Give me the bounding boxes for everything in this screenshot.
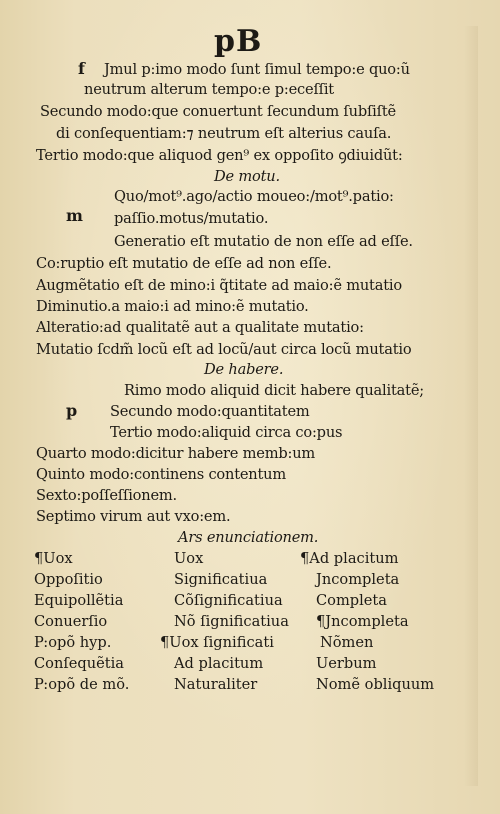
margin-mark-f: f	[78, 59, 85, 78]
text-line: Secundo modo:quantitatem	[110, 403, 310, 420]
text-line: di conſequentiam:⁊ neutrum eſt alterius cauſa.	[56, 125, 392, 142]
table-cell: Conuerſio	[34, 613, 108, 630]
table-cell: Nõmen	[320, 634, 374, 651]
text-line: Mutatio ſcdm̃ locũ eſt ad locũ/aut circa locũ mutatio	[36, 341, 412, 358]
table-cell: Nomẽ obliquum	[316, 676, 435, 693]
text-line: Jmul p:imo modo ſunt ſimul tempo:e quo:ũ	[104, 61, 410, 78]
text-line: Rimo modo aliquid dicit habere qualitatẽ;	[124, 382, 424, 399]
section-heading: De motu.	[214, 168, 280, 185]
text-line: Sexto:poſſeſſionem.	[36, 487, 177, 504]
table-cell: Nõ ſignificatiua	[174, 613, 289, 630]
section-heading: Ars enunciationem.	[178, 529, 319, 546]
table-cell: Naturaliter	[174, 676, 258, 693]
page-gutter-shadow	[464, 26, 478, 786]
text-line: Tertio modo:aliquid circa co:pus	[110, 424, 343, 441]
text-line: Secundo modo:que conuertunt ſecundum ſubſiſtẽ	[40, 103, 396, 120]
table-cell: Conſequẽtia	[34, 655, 124, 672]
text-line: Septimo virum aut vxo:em.	[36, 508, 231, 525]
table-cell: P:opõ de mõ.	[34, 676, 130, 693]
table-cell: P:opõ hyp.	[34, 634, 112, 651]
text-line: neutrum alterum tempo:e p:eceſſit	[84, 81, 334, 98]
text-line: Quo/mot⁹.ago/actio moueo:/mot⁹.patio:	[114, 188, 394, 205]
text-line: Generatio eſt mutatio de non eſſe ad eſſe.	[114, 233, 413, 250]
text-line: Quarto modo:dicitur habere memb:um	[36, 445, 316, 462]
signature-mark: pB	[214, 24, 263, 59]
text-line: Augmẽtatio eſt de mino:i q̃titate ad maio:ẽ mutatio	[36, 277, 402, 294]
text-line: paſſio.motus/mutatio.	[114, 210, 269, 227]
table-cell: Uox	[174, 550, 204, 567]
text-line: Tertio modo:que aliquod gen⁹ ex oppoſito ꝯdiuidũt:	[36, 147, 403, 164]
table-cell: Oppoſitio	[34, 571, 103, 588]
table-cell: Completa	[316, 592, 388, 609]
table-cell: Uerbum	[316, 655, 377, 672]
text-line: Co:ruptio eſt mutatio de eſſe ad non eſſe.	[36, 255, 332, 272]
section-heading: De habere.	[204, 361, 284, 378]
table-cell: ¶Jncompleta	[316, 613, 409, 630]
table-cell: Ad placitum	[174, 655, 264, 672]
table-cell: Significatiua	[174, 571, 268, 588]
margin-mark-m: m	[66, 206, 83, 225]
table-cell: Equipollẽtia	[34, 592, 124, 609]
table-cell: ¶Uox ſignificati	[160, 634, 274, 651]
table-cell: Jncompleta	[316, 571, 400, 588]
margin-mark-p: p	[66, 401, 78, 420]
table-cell: ¶Uox	[34, 550, 73, 567]
table-cell: Cõſignificatiua	[174, 592, 283, 609]
text-line: Diminutio.a maio:i ad mino:ẽ mutatio.	[36, 298, 309, 315]
table-cell: ¶Ad placitum	[300, 550, 399, 567]
text-line: Alteratio:ad qualitatẽ aut a qualitate mutatio:	[36, 319, 364, 336]
text-line: Quinto modo:continens contentum	[36, 466, 287, 483]
